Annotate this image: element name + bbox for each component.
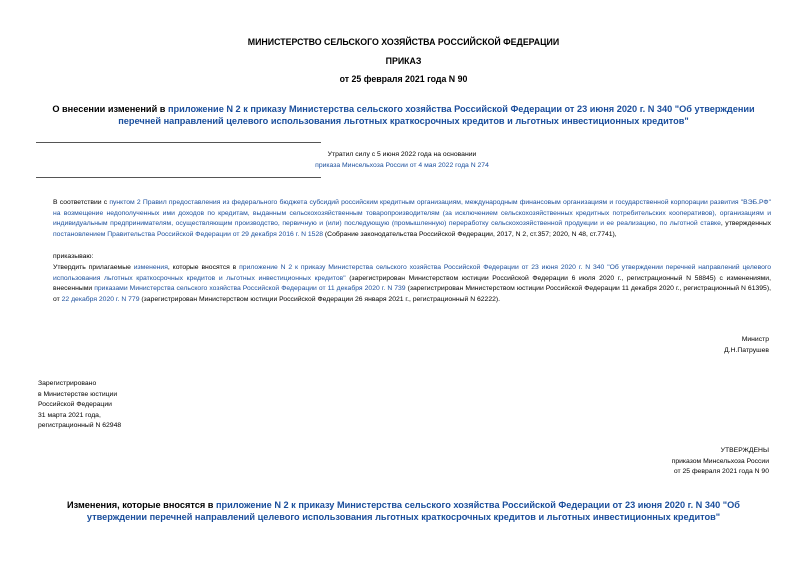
order-text-3: (зарегистрирован Министерством юстиции Российской Федерации 6 июля 2020 г., регистрационный N 58845) с изменениями, внесенными <box>53 274 771 293</box>
order-text-1: Утвердить прилагаемые <box>53 264 134 271</box>
preamble-text-1: В соответствии с <box>53 199 110 206</box>
changes-title-text: Изменения, которые вносятся в <box>67 500 216 510</box>
order-text-2: , которые вносятся в <box>167 264 240 271</box>
title-text: О внесении изменений в <box>52 104 168 114</box>
status-note <box>160 150 644 171</box>
order-word: приказываю: <box>53 253 94 260</box>
order-link-739[interactable]: приказами Министерства сельского хозяйства Российской Федерации от 11 декабря 2020 г. N 739 <box>94 285 406 293</box>
registration-block <box>38 379 238 432</box>
doc-type-heading: ПРИКАЗ <box>385 56 422 66</box>
order-paragraph <box>53 263 771 305</box>
divider-top <box>36 142 321 143</box>
order-link-changes[interactable]: изменения <box>133 264 168 271</box>
approved-line: от 25 февраля 2021 года N 90 <box>673 468 769 476</box>
signature-block <box>569 335 769 356</box>
doc-date-number: от 25 февраля 2021 года N 90 <box>339 74 468 84</box>
approved-block <box>519 446 769 478</box>
registration-line: Российской Федерации <box>38 401 112 409</box>
signature-name: Д.Н.Патрушев <box>724 346 769 354</box>
preamble-link-resolution[interactable]: постановлением Правительства Российской Федерации от 29 декабря 2016 г. N 1528 <box>53 230 324 238</box>
order-link-779[interactable]: 22 декабря 2020 г. N 779 <box>61 295 140 303</box>
order-link-appendix[interactable]: приложение N 2 к приказу Министерства сельского хозяйства Российской Федерации от 23 июня 2020 г. N 340 "Об утверждении перечней направлений целевого использования льготных краткосрочных кредитов и льготных инвестиционных кредитов" <box>53 264 771 282</box>
order-text-4: (зарегистрирован Министерством юстиции Российской Федерации 11 декабря 2020 г., регистрационный N 61395), от <box>53 285 771 303</box>
registration-line: Зарегистрировано <box>38 380 97 387</box>
preamble-paragraph <box>53 198 771 240</box>
approved-line: УТВЕРЖДЕНЫ <box>720 447 769 454</box>
order-text-5: (зарегистрирован Министерством юстиции Российской Федерации 26 января 2021 г., регистрационный N 62222). <box>139 295 501 303</box>
document-title <box>36 103 771 127</box>
registration-line: регистрационный N 62948 <box>38 422 122 430</box>
changes-title <box>40 499 767 523</box>
preamble-text-2: , утвержденных <box>720 220 771 228</box>
divider-bottom <box>36 177 321 178</box>
title-link-appendix[interactable]: приложение N 2 к приказу Министерства сельского хозяйства Российской Федерации от 23 июня 2020 г. N 340 "Об утверждении перечней направлений целевого использования льготных краткосрочных кредитов и льготных инвестиционных кредитов" <box>118 104 755 126</box>
preamble-text-3: (Собрание законодательства Российской Федерации, 2017, N 2, ст.357; 2020, N 48, ст.7741), <box>323 230 617 238</box>
changes-title-link[interactable]: приложение N 2 к приказу Министерства сельского хозяйства Российской Федерации от 23 июня 2020 г. N 340 "Об утверждении перечней направлений целевого использования льготных краткосрочных кредитов и льготных инвестиционных кредитов" <box>86 500 740 522</box>
approved-line: приказом Минсельхоза России <box>671 457 769 465</box>
signature-position: Министр <box>741 336 769 343</box>
registration-line: в Министерстве юстиции <box>38 390 118 398</box>
status-link-order-274[interactable]: приказа Минсельхоза России от 4 мая 2022 года N 274 <box>315 161 489 169</box>
ministry-heading: МИНИСТЕРСТВО СЕЛЬСКОГО ХОЗЯЙСТВА РОССИЙСКОЙ ФЕДЕРАЦИИ <box>247 37 560 47</box>
status-line: Утратил силу с 5 июня 2022 года на основании <box>327 151 477 158</box>
registration-line: 31 марта 2021 года, <box>38 411 101 419</box>
preamble-link-rules[interactable]: пунктом 2 Правил предоставления из федерального бюджета субсидий российским кредитным организациям, международным финансовым организациям и государственной корпорации развития "ВЭБ.РФ" на возмещение недополученных ими доходов по кредитам, выданным сельскохозяйственным товаропроизводителям (за исключением сельскохозяйственных кредитных потребительских кооперативов), организациям и индивидуальным предпринимателям, осуществляющим производство, первичную и (или) последующую (промышленную) переработку сельскохозяйственной продукции и ее реализацию, по льготной ставке <box>53 199 771 228</box>
